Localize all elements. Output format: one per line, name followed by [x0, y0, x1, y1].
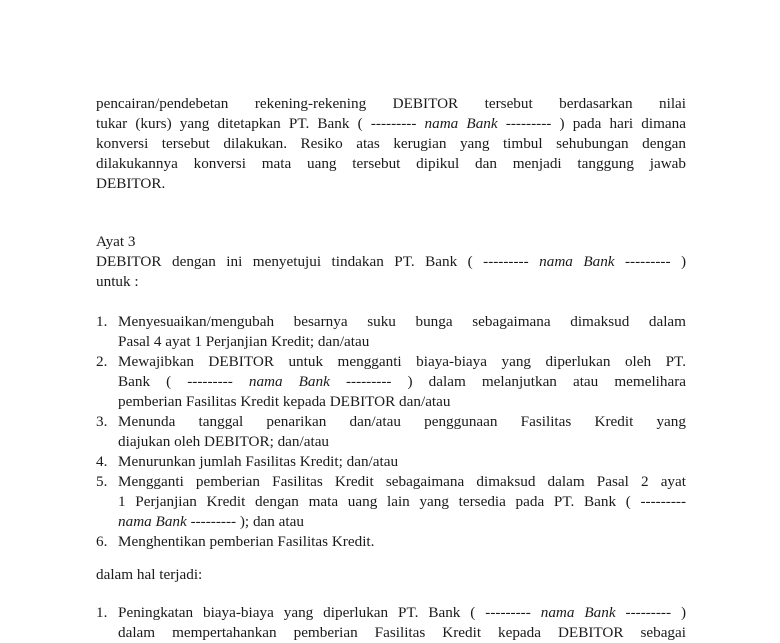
placeholder-bank-name: nama Bank — [540, 604, 616, 621]
text-line — [118, 372, 686, 392]
list-item — [96, 603, 686, 643]
text-line: dilakukannya konversi mata uang tersebut dipikul dan menjadi tanggung jawab — [96, 155, 686, 172]
list-number: 3. — [96, 413, 108, 430]
text-line — [118, 512, 686, 532]
list-item — [96, 352, 686, 412]
text-line: pemberian Fasilitas Kredit kepada DEBITOR dan/atau — [118, 393, 451, 410]
list-number: 6. — [96, 533, 108, 550]
list-item — [96, 412, 686, 452]
text-line: Menghentikan pemberian Fasilitas Kredit. — [118, 533, 375, 550]
placeholder-bank-name: nama Bank — [248, 373, 330, 390]
text-fragment: tukar (kurs) yang ditetapkan PT. Bank ( --------- — [96, 115, 417, 132]
text-line — [96, 114, 686, 134]
text-line — [118, 603, 686, 623]
text-line: Mewajibkan DEBITOR untuk mengganti biaya-biaya yang diperlukan oleh PT. — [118, 353, 686, 370]
placeholder-bank-name: nama Bank — [118, 513, 187, 530]
list-number: 1. — [96, 604, 108, 621]
placeholder-bank-name: nama Bank — [539, 253, 615, 270]
text-line: Menyesuaikan/mengubah besarnya suku bunga sebagaimana dimaksud dalam — [118, 313, 686, 330]
text-line: Menunda tanggal penarikan dan/atau penggunaan Fasilitas Kredit yang — [118, 413, 686, 430]
kondisi-list — [96, 603, 686, 643]
list-item — [96, 472, 686, 532]
text-fragment: --------- ) pada hari dimana — [505, 115, 686, 132]
condition-intro — [96, 565, 686, 585]
text-line: Mengganti pemberian Fasilitas Kredit sebagaimana dimaksud dalam Pasal 2 ayat — [118, 473, 686, 490]
ayat-3-section — [96, 232, 686, 292]
text-fragment: Bank ( --------- — [118, 373, 233, 390]
text-fragment: --------- ) — [625, 604, 687, 621]
list-item — [96, 452, 686, 472]
paragraph-konversi — [96, 94, 686, 194]
list-number: 2. — [96, 353, 108, 370]
text-fragment: DEBITOR dengan ini menyetujui tindakan PT. Bank ( --------- — [96, 253, 529, 270]
text-fragment: --------- ) — [624, 253, 687, 270]
text-fragment: Peningkatan biaya-biaya yang diperlukan PT. Bank ( --------- — [118, 604, 531, 621]
text-line: Pasal 4 ayat 1 Perjanjian Kredit; dan/atau — [118, 333, 370, 350]
text-line — [96, 252, 686, 272]
text-line: DEBITOR. — [96, 175, 166, 192]
list-item — [96, 312, 686, 352]
text-line: Menurunkan jumlah Fasilitas Kredit; dan/atau — [118, 453, 399, 470]
tindakan-list — [96, 312, 686, 552]
text-line: 1 Perjanjian Kredit dengan mata uang lain yang tersedia pada PT. Bank ( --------- — [118, 493, 686, 510]
text-line: untuk : — [96, 273, 139, 290]
list-number: 5. — [96, 473, 108, 490]
list-item — [96, 532, 686, 552]
text-line: dalam hal terjadi: — [96, 566, 203, 583]
text-fragment: --------- ) dalam melanjutkan atau memelihara — [345, 373, 687, 390]
placeholder-bank-name: nama Bank — [424, 115, 498, 132]
text-line: diajukan oleh DEBITOR; dan/atau — [118, 433, 330, 450]
text-line: dalam mempertahankan pemberian Fasilitas Kredit kepada DEBITOR sebagai — [118, 624, 686, 641]
text-fragment: --------- ); dan atau — [190, 513, 304, 530]
text-line: konversi tersebut dilakukan. Resiko atas kerugian yang timbul sehubungan dengan — [96, 135, 686, 152]
text-line: pencairan/pendebetan rekening-rekening DEBITOR tersebut berdasarkan nilai — [96, 95, 686, 112]
list-number: 1. — [96, 313, 108, 330]
list-number: 4. — [96, 453, 108, 470]
section-heading: Ayat 3 — [96, 233, 136, 250]
